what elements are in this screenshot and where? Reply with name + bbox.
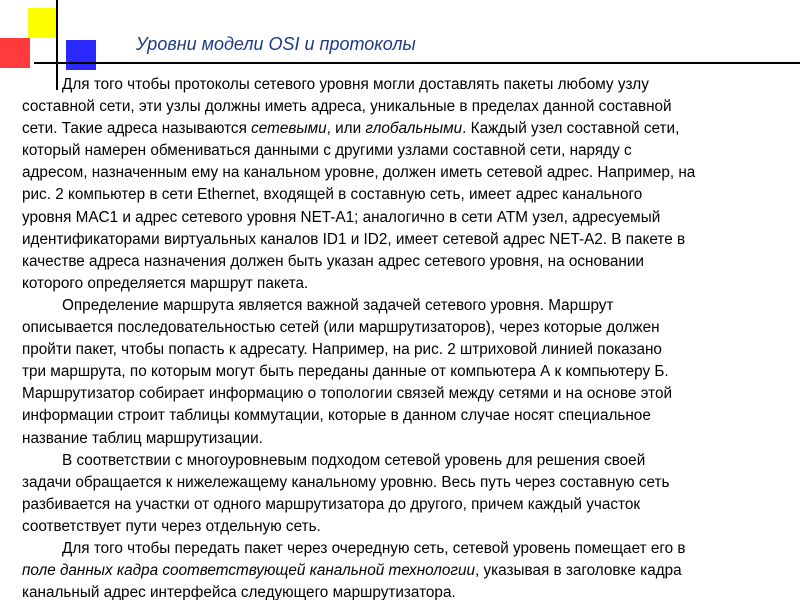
text-line: поле данных кадра соответствующей канальной технологии, указывая в заголовке кадра [22,562,682,580]
decor-horizontal-line [34,62,800,64]
text-line: уровня MAC1 и адрес сетевого уровня NET-A1; аналогично в сети ATM узел, адресуемый [22,208,661,226]
text-line: составной сети, эти узлы должны иметь адреса, уникальные в пределах данной составной [22,98,672,116]
body-text [22,74,792,600]
text-line: адресом, назначенным ему на канальном уровне, должен иметь сетевой адрес. Например, на [22,164,696,182]
term-data-field: поле данных кадра соответствующей канальной технологии [22,562,475,580]
text-line: качестве адреса назначения должен быть указан адрес сетевого уровня, на основании [22,252,644,270]
text-line: идентификаторами виртуальных каналов ID1 и ID2, имеет сетевой адрес NET-A2. В пакете в [22,230,686,248]
text-line: Определение маршрута является важной задачей сетевого уровня. Маршрут [62,296,614,314]
decor-square-blue [66,40,96,70]
text-line: который намерен обмениваться данными с другими узлами составной сети, наряду с [22,142,632,160]
text-line: Маршрутизатор собирает информацию о топологии связей между сетями и на основе этой [22,385,673,403]
text-line: название таблиц маршрутизации. [22,429,263,447]
text-line: задачи обращается к нижележащему канальному уровню. Весь путь через составную сеть [22,473,670,491]
decor-square-red [0,38,30,68]
text-line: которого определяется маршрут пакета. [22,274,309,292]
text-line: Для того чтобы передать пакет через очередную сеть, сетевой уровень помещает его в [62,539,686,557]
text-line: соответствует пути через отдельную сеть. [22,517,321,535]
slide-title: Уровни модели OSI и протоколы [136,34,416,54]
text-line: разбивается на участки от одного маршрутизатора до другого, причем каждый участок [22,495,641,513]
text-line: канальный адрес интерфейса следующего маршрутизатора. [22,584,456,600]
decor-square-yellow [28,8,58,38]
text-line: рис. 2 компьютер в сети Ethernet, входящей в составную сеть, имеет адрес канального [22,186,643,204]
text-line: пройти пакет, чтобы попасть к адресату. Например, на рис. 2 штриховой линией показано [22,341,662,359]
term-network-addresses: сетевыми [251,120,327,138]
text-line: Для того чтобы протоколы сетевого уровня могли доставлять пакеты любому узлу [62,76,649,93]
text-line: сети. Такие адреса называются сетевыми, или глобальными. Каждый узел составной сети, [22,120,680,138]
text-line: В соответствии с многоуровневым подходом сетевой уровень для решения своей [62,451,646,469]
text-line: информации строит таблицы коммутации, которые в данном случае носят специальное [22,407,651,425]
term-global-addresses: глобальными [365,120,463,138]
text-line: описывается последовательностью сетей (или маршрутизаторов), через которые должен [22,319,660,337]
text-line: три маршрута, по которым могут быть переданы данные от компьютера А к компьютеру Б. [22,363,669,381]
